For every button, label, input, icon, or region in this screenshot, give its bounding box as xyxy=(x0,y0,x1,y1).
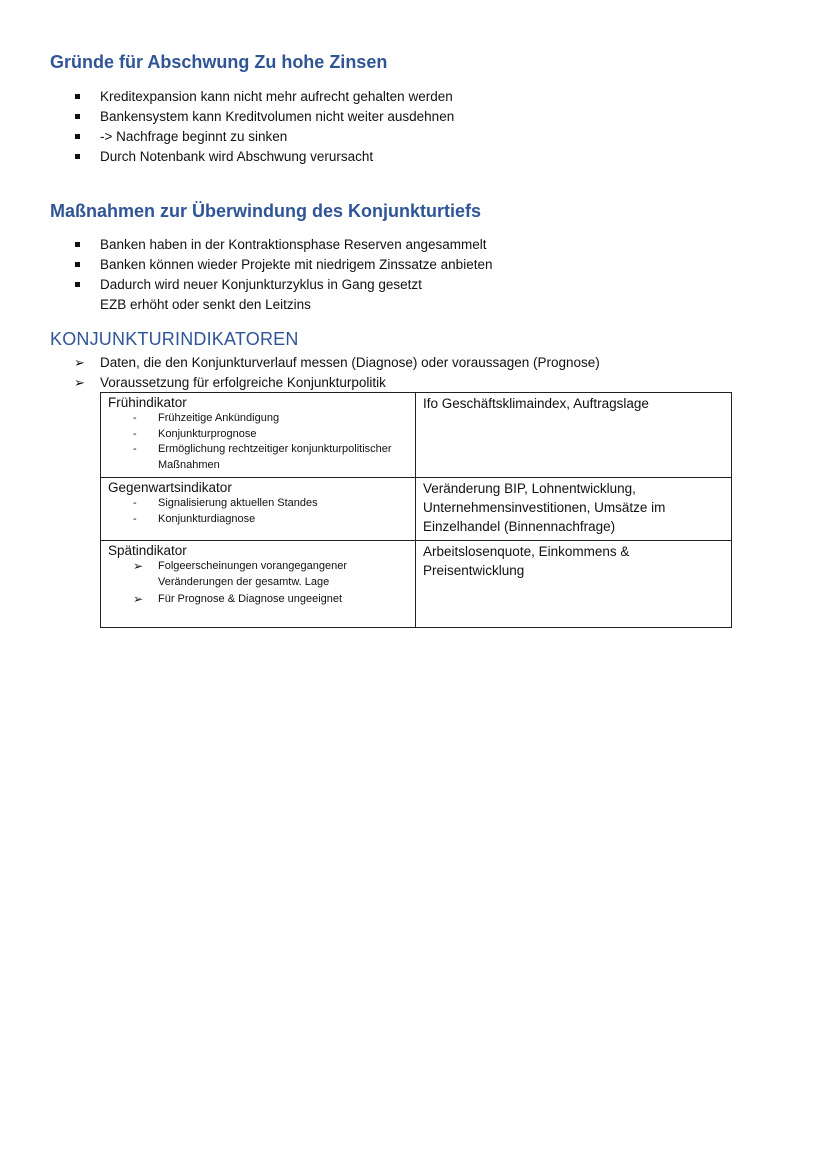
table-row xyxy=(101,541,732,628)
dash-bullet-icon: - xyxy=(133,512,137,525)
arrow-bullet-icon: ➢ xyxy=(133,592,144,606)
list-continuation: EZB erhöht oder senkt den Leitzins xyxy=(100,297,311,312)
list-item: - Signalisierung aktuellen Standes xyxy=(108,496,408,512)
table-cell-examples xyxy=(416,393,732,478)
arrow-bullet-icon: ➢ xyxy=(74,375,85,390)
list-item: Bankensystem kann Kreditvolumen nicht weiter ausdehnen xyxy=(0,107,454,127)
indicator-points xyxy=(108,411,408,473)
list-item: Banken können wieder Projekte mit niedrigem Zinssatze anbieten xyxy=(0,255,492,275)
dash-bullet-icon: - xyxy=(133,443,137,455)
list-item: - Ermöglichung rechtzeitiger konjunkturpolitischer Maßnahmen xyxy=(133,443,392,471)
indicator-points xyxy=(108,496,408,527)
list-item: - Konjunkturdiagnose xyxy=(108,512,408,528)
indicator-examples: Ifo Geschäftsklimaindex, Auftragslage xyxy=(423,396,649,411)
table-cell-indicator xyxy=(101,393,416,478)
dash-bullet-icon: - xyxy=(133,497,137,509)
indicator-examples: Arbeitslosenquote, Einkommens & Preisentwicklung xyxy=(423,544,630,578)
indikatoren-list xyxy=(0,353,600,393)
dash-bullet-icon: - xyxy=(133,427,137,440)
section-heading-massnahmen: Maßnahmen zur Überwindung des Konjunkturtiefs xyxy=(50,201,482,221)
square-bullet-icon xyxy=(75,262,80,267)
indicator-examples: Veränderung BIP, Lohnentwicklung, Unternehmensinvestitionen, Umsätze im Einzelhandel (Binnennachfrage) xyxy=(423,481,666,534)
list-item: ➢ Folgeerscheinungen vorangegangener Veränderungen der gesamtw. Lage xyxy=(133,559,347,588)
table-cell-examples xyxy=(416,541,732,628)
indicator-points xyxy=(108,559,408,608)
section-heading-indikatoren: KONJUNKTURINDIKATOREN xyxy=(50,329,299,349)
square-bullet-icon xyxy=(75,114,80,119)
massnahmen-list xyxy=(0,235,492,295)
indicator-title: Gegenwartsindikator xyxy=(108,480,232,495)
abschwung-list xyxy=(0,87,454,167)
list-item: Dadurch wird neuer Konjunkturzyklus in Gang gesetzt xyxy=(0,275,492,295)
list-item: Durch Notenbank wird Abschwung verursacht xyxy=(0,147,454,167)
arrow-bullet-icon: ➢ xyxy=(74,355,85,370)
indicator-title: Frühindikator xyxy=(108,395,187,410)
arrow-bullet-icon: ➢ xyxy=(133,559,144,573)
square-bullet-icon xyxy=(75,242,80,247)
table-cell-indicator xyxy=(101,541,416,628)
table-cell-examples xyxy=(416,478,732,541)
square-bullet-icon xyxy=(75,134,80,139)
list-item: Kreditexpansion kann nicht mehr aufrecht gehalten werden xyxy=(0,87,454,107)
list-item: Banken haben in der Kontraktionsphase Reserven angesammelt xyxy=(0,235,492,255)
list-item: ➢ Für Prognose & Diagnose ungeeignet xyxy=(133,592,343,606)
list-item: ➢ Daten, die den Konjunkturverlauf messen (Diagnose) oder voraussagen (Prognose) xyxy=(0,353,600,373)
list-item: -> Nachfrage beginnt zu sinken xyxy=(0,127,454,147)
list-item: - Konjunkturprognose xyxy=(108,427,408,443)
square-bullet-icon xyxy=(75,94,80,99)
section-heading-abschwung: Gründe für Abschwung Zu hohe Zinsen xyxy=(50,52,388,72)
indicator-title: Spätindikator xyxy=(108,543,187,558)
list-item: ➢ Voraussetzung für erfolgreiche Konjunkturpolitik xyxy=(0,373,600,393)
square-bullet-icon xyxy=(75,282,80,287)
list-item: - Frühzeitige Ankündigung xyxy=(108,411,408,427)
indikator-table xyxy=(100,392,732,628)
table-cell-indicator xyxy=(101,478,416,541)
square-bullet-icon xyxy=(75,154,80,159)
table-row xyxy=(101,478,732,541)
dash-bullet-icon: - xyxy=(133,412,137,424)
table-row xyxy=(101,393,732,478)
